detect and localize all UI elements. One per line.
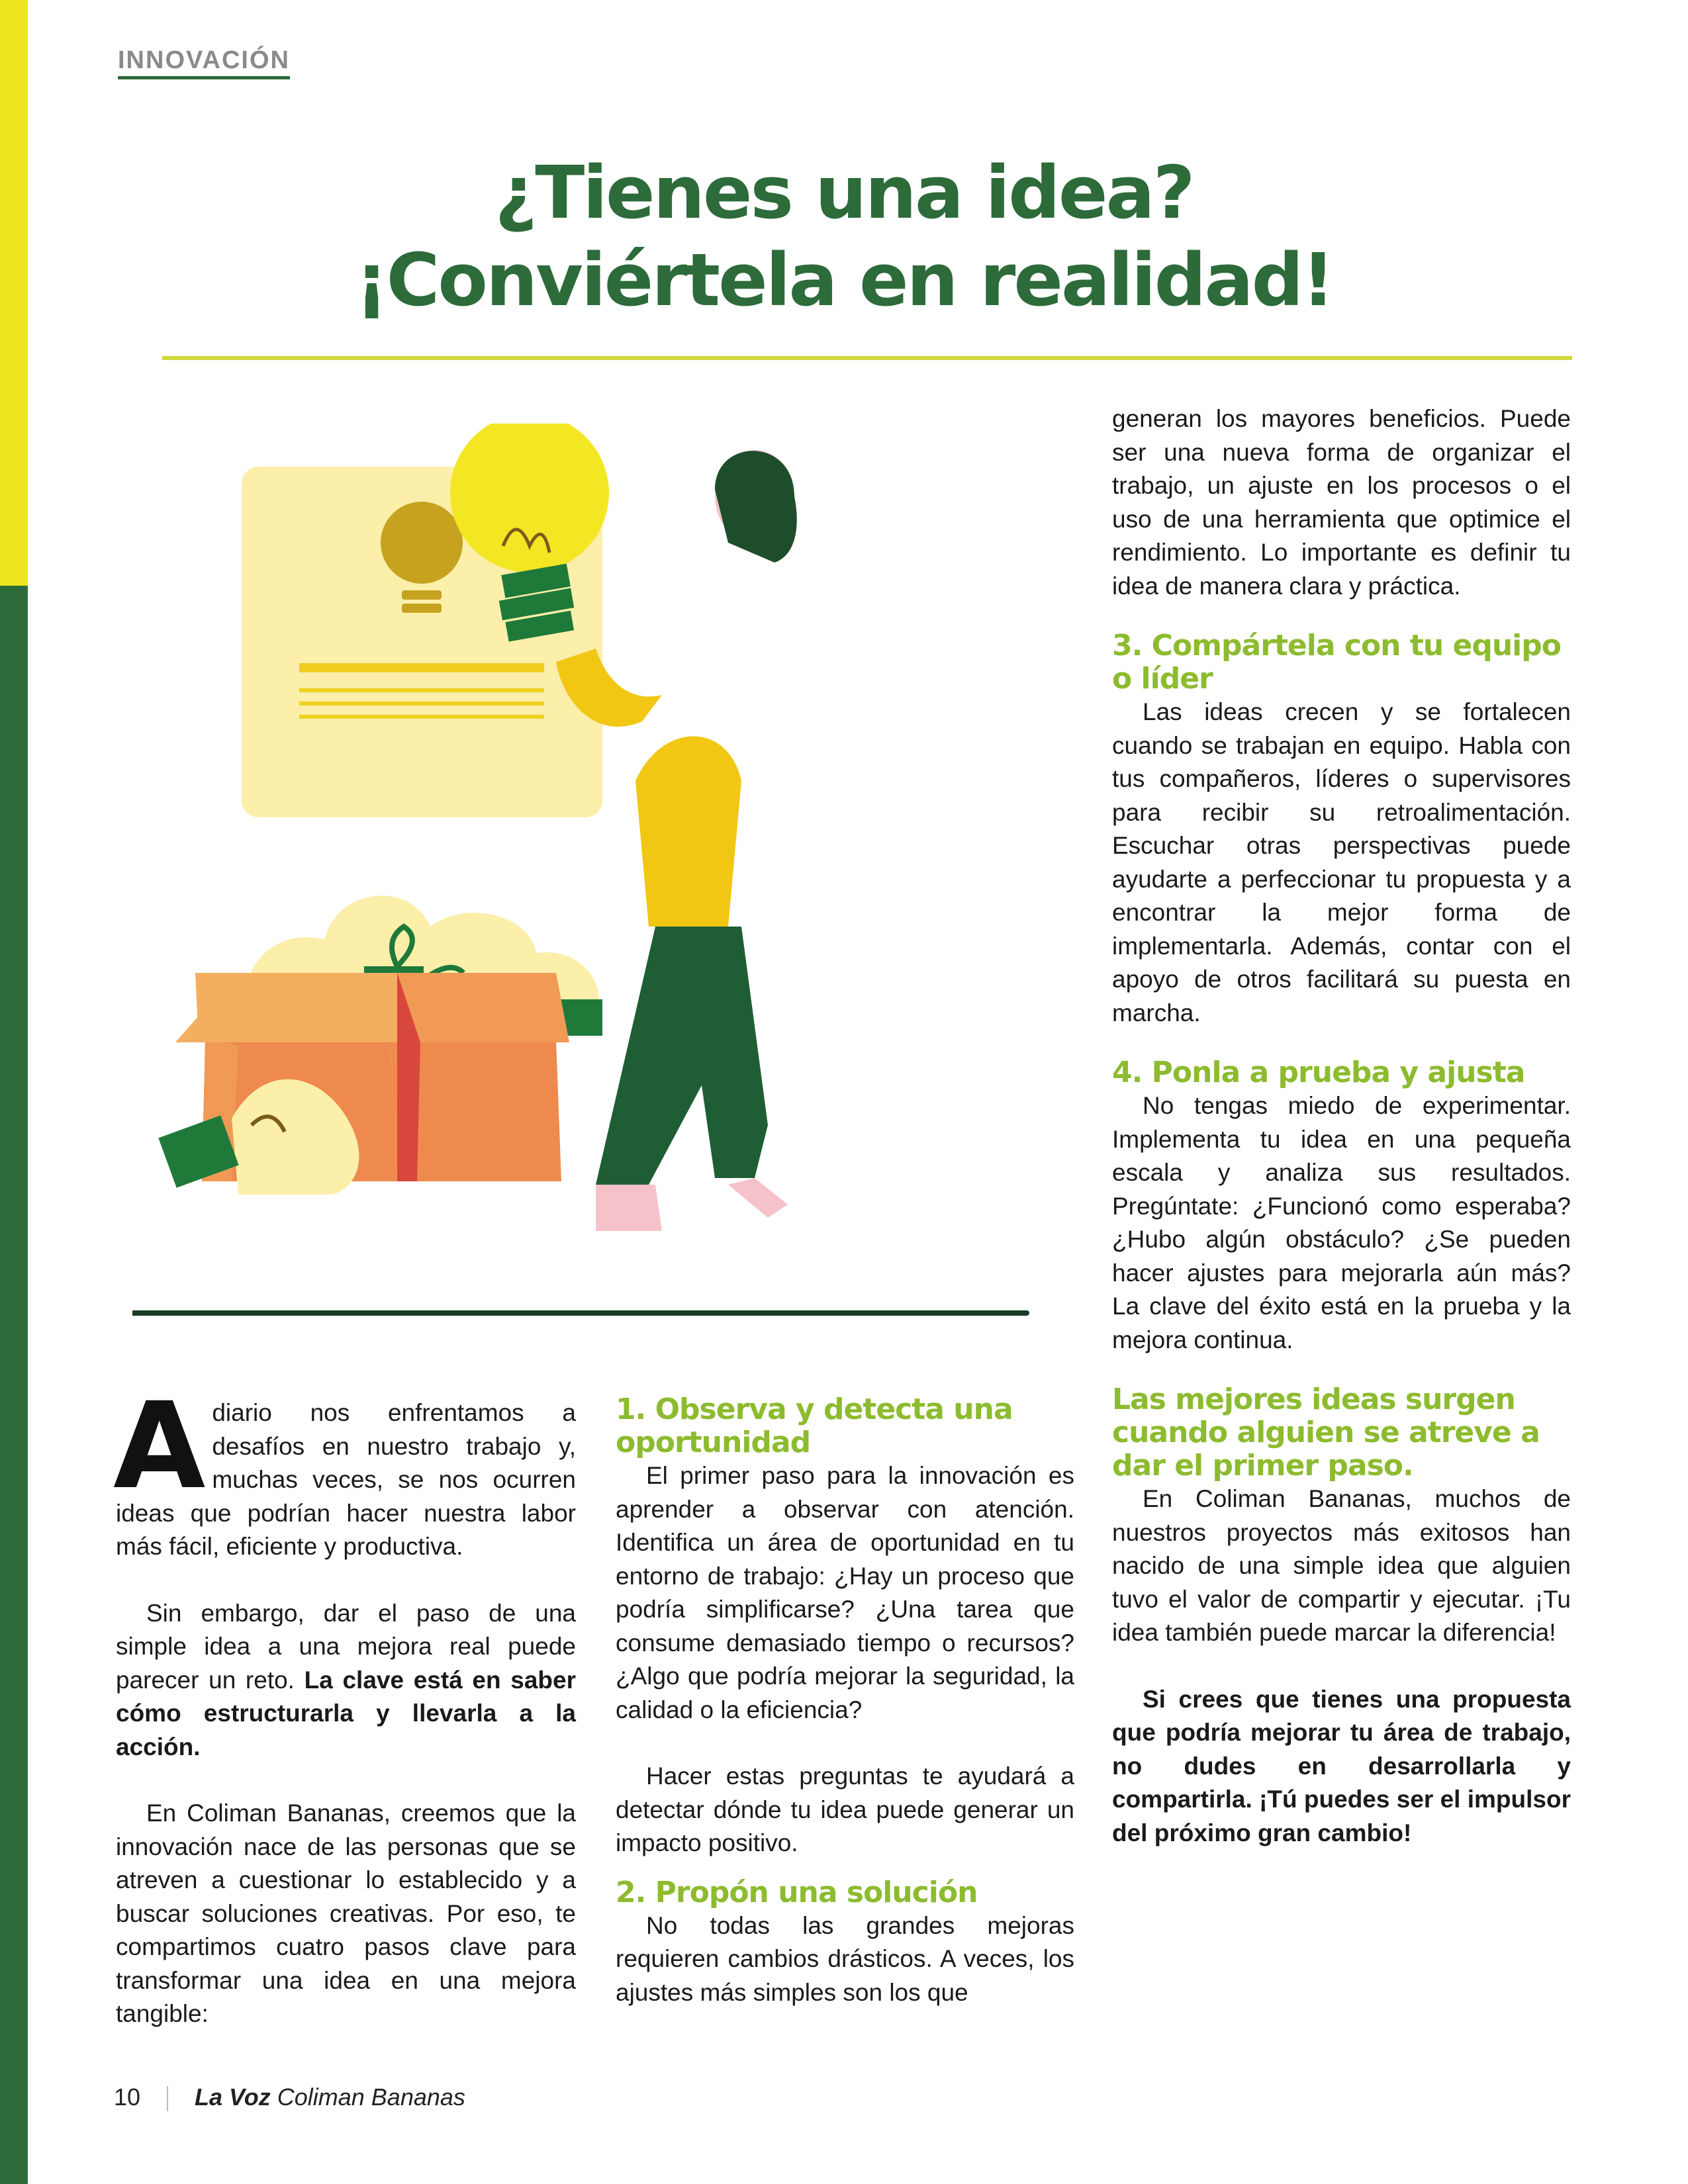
title-divider (162, 356, 1572, 360)
paragraph-3: En Coliman Bananas, creemos que la innovación nace de las personas que se atreven a cuestionar lo establecido y a buscar soluciones creativas. Por eso, te compartimos cuatro pasos clave para transformar una idea en una mejora tangible: (116, 1799, 576, 2027)
intro-paragraph: diario nos enfrentamos a desafíos en nuestro trabajo y, muchas veces, se nos ocurren ideas que podrían hacer nuestra labor más fácil, eficiente y productiva. (116, 1399, 576, 1560)
page-number: 10 (114, 2083, 141, 2111)
page-title (0, 149, 1688, 324)
heading-step-3: 3. Compártela con tu equipo o líder (1112, 629, 1561, 696)
footer-separator (167, 2086, 168, 2111)
heading-step-2: 2. Propón una solución (616, 1875, 978, 1909)
step-2-continued: generan los mayores beneficios. Puede ser una nueva forma de organizar el trabajo, un ajuste en los procesos o el uso de una herramienta que optimice el rendimiento. Lo importante es definir tu idea de manera clara y práctica. (1112, 405, 1571, 600)
closing-paragraph: En Coliman Bananas, muchos de nuestros proyectos más exitosos han nacido de una simple idea que alguien tuvo el valor de compartir y ejecutar. ¡Tu idea también puede marcar la diferencia! (1112, 1485, 1571, 1646)
step-2-paragraph: No todas las grandes mejoras requieren cambios drásticos. A veces, los ajustes más simples son los que (616, 1911, 1074, 2006)
magazine-name-rest: Coliman Bananas (270, 2083, 465, 2111)
magazine-name (195, 2083, 465, 2111)
heading-step-4: 4. Ponla a prueba y ajusta (1112, 1056, 1525, 1089)
section-tag: INNOVACIÓN (118, 46, 290, 79)
column-1 (113, 1377, 576, 2031)
step-4-paragraph: No tengas miedo de experimentar. Implementa tu idea en una pequeña escala y analiza sus resultados. Pregúntate: ¿Funcionó como esperaba? ¿Hubo algún obstáculo? ¿Se pueden hacer ajustes para mejorarla aún más? La clave del éxito está en la prueba y la mejora continua. (1112, 1092, 1571, 1353)
fallen-lightbulb-icon (158, 1079, 359, 1195)
drop-cap: A (113, 1377, 206, 1516)
step-3-paragraph: Las ideas crecen y se fortalecen cuando se trabajan en equipo. Habla con tus compañeros, líderes o supervisores para recibir su retroalimentación. Escuchar otras perspectivas puede ayudarte a perfeccionar tu propuesta y a encontrar la mejor forma de implementarla. Además, contar con el apoyo de otros facilitará su puesta en marcha. (1112, 698, 1571, 1026)
title-line-2: ¡Conviértela en realidad! (355, 238, 1333, 322)
heading-step-1: 1. Observa y detecta una oportunidad (616, 1392, 1013, 1459)
illustration (132, 424, 1059, 1337)
heading-closing: Las mejores ideas surgen cuando alguien se atreve a dar el primer paso. (1112, 1383, 1540, 1482)
column-2 (616, 1393, 1074, 2009)
side-accent-green (0, 586, 28, 2184)
step-1-paragraph: El primer paso para la innovación es aprender a observar con atención. Identifica un área de oportunidad en tu entorno de trabajo: ¿Hay un proceso que podría simplificarse? ¿Una tarea que consume demasiado tiempo o recursos? ¿Algo que podría mejorar la seguridad, la calidad o la eficiencia? (616, 1462, 1074, 1723)
paragraph-2-bold: La clave está en saber cómo estructurarla y llevarla a la acción. (116, 1666, 576, 1760)
magazine-name-bold: La Voz (195, 2083, 271, 2111)
call-to-action: Si crees que tienes una propuesta que podría mejorar tu área de trabajo, no dudes en desarrollarla y compartirla. ¡Tú puedes ser el impulsor del próximo gran cambio! (1112, 1685, 1571, 1846)
title-line-1: ¿Tienes una idea? (494, 150, 1194, 235)
ground-line (132, 1310, 1029, 1316)
paragraph-2-text: Sin embargo, dar el paso de una simple idea a una mejora real puede parecer un reto. (116, 1599, 576, 1694)
footer (114, 2083, 465, 2111)
step-1-paragraph-2: Hacer estas preguntas te ayudará a detectar dónde tu idea puede generar un impacto positivo. (616, 1762, 1074, 1856)
column-3 (1112, 402, 1571, 1850)
